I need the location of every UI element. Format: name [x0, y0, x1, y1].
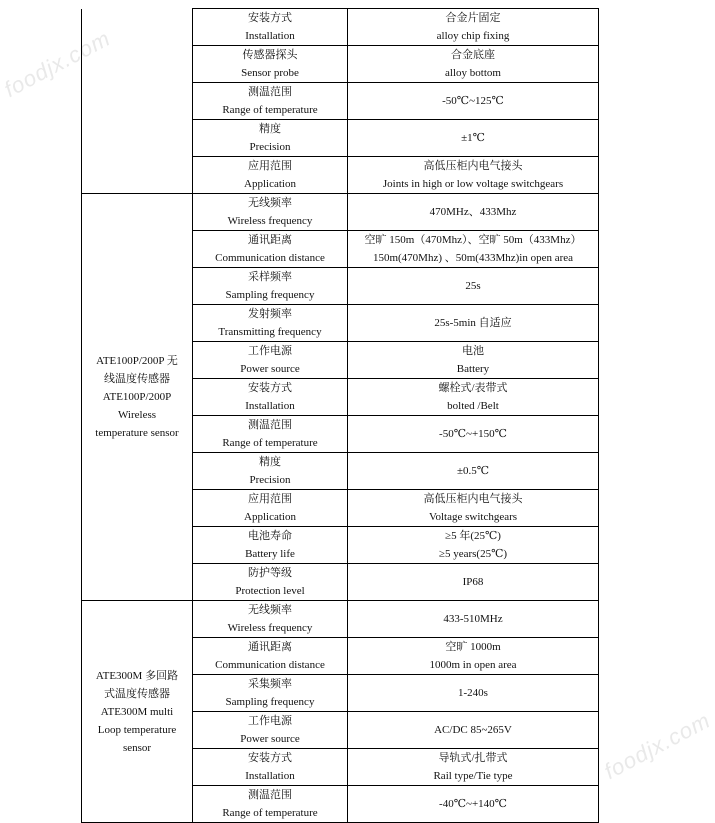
product-name-line: sensor	[122, 741, 152, 754]
parameter-cell	[193, 9, 348, 46]
parameter-cell	[193, 675, 348, 712]
value-cell	[348, 120, 599, 157]
parameter-name-en: Protection level	[235, 585, 305, 597]
parameter-name-zh: 安装方式	[248, 752, 292, 764]
value-line: 螺栓式/表带式	[438, 382, 508, 394]
parameter-name-en: Installation	[245, 400, 295, 412]
parameter-cell	[193, 157, 348, 194]
value-line: 高低压柜内电气接头	[423, 493, 523, 505]
value-line: alloy bottom	[445, 67, 501, 79]
value-cell	[348, 638, 599, 675]
spec-table-body	[82, 9, 599, 823]
value-line: Voltage switchgears	[428, 511, 518, 523]
parameter-name-zh: 防护等级	[248, 567, 292, 579]
value-cell	[348, 379, 599, 416]
value-line: Battery	[456, 363, 490, 375]
product-name-line: ATE100P/200P 无	[96, 355, 178, 367]
parameter-name-en: Installation	[245, 30, 295, 42]
parameter-name-zh: 采样频率	[248, 271, 292, 283]
parameter-cell	[193, 786, 348, 823]
parameter-cell	[193, 416, 348, 453]
parameter-cell	[193, 83, 348, 120]
value-cell	[348, 83, 599, 120]
parameter-cell	[193, 231, 348, 268]
parameter-cell	[193, 490, 348, 527]
parameter-name-en: Precision	[249, 141, 291, 153]
table-row	[82, 9, 599, 46]
value-line: 433-510MHz	[443, 613, 503, 625]
parameter-name-zh: 精度	[259, 123, 281, 135]
parameter-name-en: Power source	[240, 733, 300, 745]
value-line: -50℃~+150℃	[439, 428, 507, 440]
value-cell	[348, 416, 599, 453]
value-line: IP68	[462, 576, 484, 588]
parameter-cell	[193, 342, 348, 379]
parameter-cell	[193, 194, 348, 231]
product-name-line: 线温度传感器	[104, 373, 170, 385]
value-line: ±0.5℃	[456, 465, 490, 477]
value-line: 合金底座	[451, 49, 495, 61]
value-line: 空旷 1000m	[445, 641, 501, 653]
parameter-cell	[193, 120, 348, 157]
parameter-name-en: Range of temperature	[222, 437, 318, 449]
parameter-cell	[193, 46, 348, 83]
value-line: 高低压柜内电气接头	[423, 160, 523, 172]
parameter-name-zh: 工作电源	[248, 345, 292, 357]
product-name-cell	[82, 194, 193, 601]
product-name-line: Loop temperature	[97, 723, 177, 736]
parameter-cell	[193, 453, 348, 490]
parameter-name-zh: 通讯距离	[248, 234, 292, 246]
parameter-cell	[193, 268, 348, 305]
value-line: -50℃~125℃	[442, 95, 504, 107]
watermark-right: foodjx.com	[600, 707, 715, 785]
parameter-name-en: Battery life	[245, 548, 295, 560]
parameter-cell	[193, 712, 348, 749]
watermark-left: foodjx.com	[0, 25, 115, 103]
value-cell	[348, 9, 599, 46]
parameter-name-en: Transmitting frequency	[218, 326, 322, 338]
parameter-name-zh: 安装方式	[248, 382, 292, 394]
value-cell	[348, 342, 599, 379]
parameter-name-zh: 采集频率	[248, 678, 292, 690]
value-line: AC/DC 85~265V	[434, 724, 512, 736]
parameter-name-en: Communication distance	[215, 659, 325, 671]
value-line: 空旷 150m（470Mhz）、空旷 50m（433Mhz）	[364, 234, 582, 246]
parameter-name-en: Sampling frequency	[225, 289, 315, 301]
value-cell	[348, 675, 599, 712]
value-cell	[348, 712, 599, 749]
value-cell	[348, 268, 599, 305]
parameter-name-en: Power source	[240, 363, 300, 375]
value-cell	[348, 786, 599, 823]
value-cell	[348, 601, 599, 638]
parameter-name-zh: 电池寿命	[248, 530, 292, 542]
parameter-name-en: Application	[244, 178, 296, 190]
parameter-name-zh: 测温范围	[248, 789, 292, 801]
parameter-cell	[193, 527, 348, 564]
parameter-name-en: Sensor probe	[241, 67, 299, 79]
value-line: 470MHz、433Mhz	[429, 206, 517, 218]
parameter-name-en: Application	[244, 511, 296, 523]
value-line: alloy chip fixing	[436, 30, 510, 42]
value-cell	[348, 453, 599, 490]
product-name-line: ATE100P/200P	[102, 391, 172, 403]
product-name-cell	[82, 9, 193, 194]
parameter-name-zh: 测温范围	[248, 86, 292, 98]
parameter-cell	[193, 601, 348, 638]
value-line: ≥5 年(25℃)	[445, 530, 501, 542]
product-name-line: Wireless	[117, 409, 157, 421]
parameter-name-en: Sampling frequency	[225, 696, 315, 708]
parameter-name-en: Precision	[249, 474, 291, 486]
parameter-name-zh: 无线频率	[248, 197, 292, 209]
parameter-name-zh: 精度	[259, 456, 281, 468]
value-line: 25s-5min 自适应	[434, 317, 512, 329]
product-name-line: ATE300M multi	[100, 705, 174, 718]
value-line: 150m(470Mhz) 、50m(433Mhz)in open area	[372, 252, 574, 264]
parameter-cell	[193, 749, 348, 786]
parameter-name-zh: 通讯距离	[248, 641, 292, 653]
value-line: 25s	[465, 280, 481, 292]
parameter-name-en: Wireless frequency	[227, 622, 313, 634]
value-line: 电池	[462, 345, 484, 357]
value-cell	[348, 305, 599, 342]
parameter-name-en: Installation	[245, 770, 295, 782]
value-cell	[348, 527, 599, 564]
value-line: bolted /Belt	[447, 400, 499, 412]
parameter-name-en: Communication distance	[215, 252, 325, 264]
parameter-name-zh: 应用范围	[248, 160, 292, 172]
product-name-cell	[82, 601, 193, 823]
parameter-name-zh: 发射频率	[248, 308, 292, 320]
parameter-name-zh: 工作电源	[248, 715, 292, 727]
parameter-name-zh: 无线频率	[248, 604, 292, 616]
value-line: 1-240s	[458, 687, 488, 699]
value-cell	[348, 46, 599, 83]
value-line: -40℃~+140℃	[439, 798, 507, 810]
product-name-line: 式温度传感器	[104, 687, 170, 700]
parameter-cell	[193, 379, 348, 416]
value-cell	[348, 490, 599, 527]
product-name-line: temperature sensor	[95, 427, 179, 439]
value-line: ±1℃	[461, 132, 485, 144]
parameter-name-en: Range of temperature	[222, 807, 318, 819]
parameter-cell	[193, 305, 348, 342]
parameter-name-zh: 传感器探头	[242, 49, 298, 61]
value-line: 合金片固定	[445, 12, 501, 24]
parameter-name-zh: 安装方式	[248, 12, 292, 24]
table-row	[82, 194, 599, 231]
parameter-cell	[193, 638, 348, 675]
value-cell	[348, 231, 599, 268]
product-name-line: ATE300M 多回路	[95, 669, 179, 682]
value-line: Rail type/Tie type	[433, 770, 513, 782]
value-cell	[348, 749, 599, 786]
parameter-name-zh: 应用范围	[248, 493, 292, 505]
value-line: Joints in high or low voltage switchgears	[382, 178, 564, 190]
value-line: ≥5 years(25℃)	[438, 548, 508, 560]
parameter-name-en: Wireless frequency	[227, 215, 313, 227]
spec-table	[81, 8, 599, 823]
value-cell	[348, 157, 599, 194]
parameter-name-en: Range of temperature	[222, 104, 318, 116]
value-cell	[348, 194, 599, 231]
value-line: 导轨式/扎带式	[438, 752, 508, 764]
value-line: 1000m in open area	[429, 659, 517, 671]
parameter-name-zh: 测温范围	[248, 419, 292, 431]
value-cell	[348, 564, 599, 601]
table-row	[82, 601, 599, 638]
parameter-cell	[193, 564, 348, 601]
